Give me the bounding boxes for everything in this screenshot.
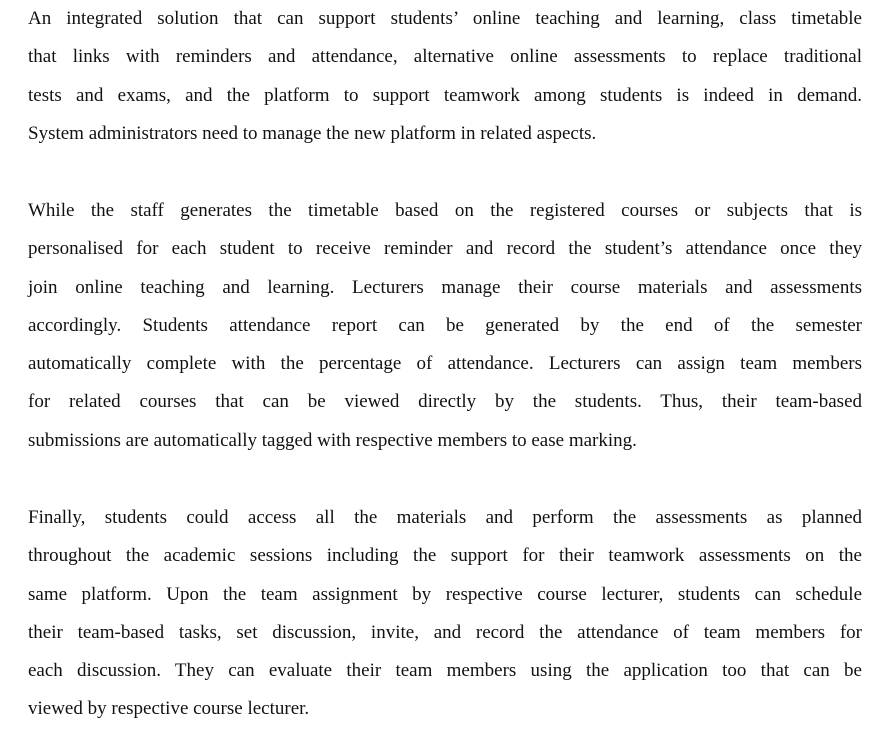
text-line: submissions are automatically tagged with respective members to ease marking.	[28, 429, 637, 451]
text-line: join online teaching and learning. Lecturers manage their course materials and assessments	[28, 276, 862, 298]
text-line: each discussion. They can evaluate their team members using the application too that can be	[28, 660, 862, 682]
text-line: throughout the academic sessions including the support for their teamwork assessments on the	[28, 545, 862, 567]
text-line: accordingly. Students attendance report can be generated by the end of the semester	[28, 314, 862, 336]
text-line: same platform. Upon the team assignment by respective course lecturer, students can schedule	[28, 583, 862, 605]
text-line: tests and exams, and the platform to support teamwork among students is indeed in demand.	[28, 84, 862, 106]
text-line: An integrated solution that can support students’ online teaching and learning, class timetable	[28, 8, 862, 29]
text-line: While the staff generates the timetable based on the registered courses or subjects that is	[28, 200, 862, 221]
text-line: System administrators need to manage the new platform in related aspects.	[28, 122, 597, 144]
text-line: personalised for each student to receive reminder and record the student’s attendance once they	[28, 238, 862, 260]
text-line: their team-based tasks, set discussion, invite, and record the attendance of team members for	[28, 621, 862, 643]
text-line: automatically complete with the percentage of attendance. Lecturers can assign team members	[28, 353, 862, 375]
paragraph-students-access	[28, 499, 862, 729]
paragraph-integrated-solution	[28, 0, 862, 153]
text-line: viewed by respective course lecturer.	[28, 698, 310, 720]
text-line: that links with reminders and attendance, alternative online assessments to replace traditional	[28, 46, 862, 68]
text-line: for related courses that can be viewed directly by the students. Thus, their team-based	[28, 391, 862, 413]
paragraph-staff-timetable	[28, 192, 862, 460]
text-line: Finally, students could access all the materials and perform the assessments as planned	[28, 507, 862, 528]
